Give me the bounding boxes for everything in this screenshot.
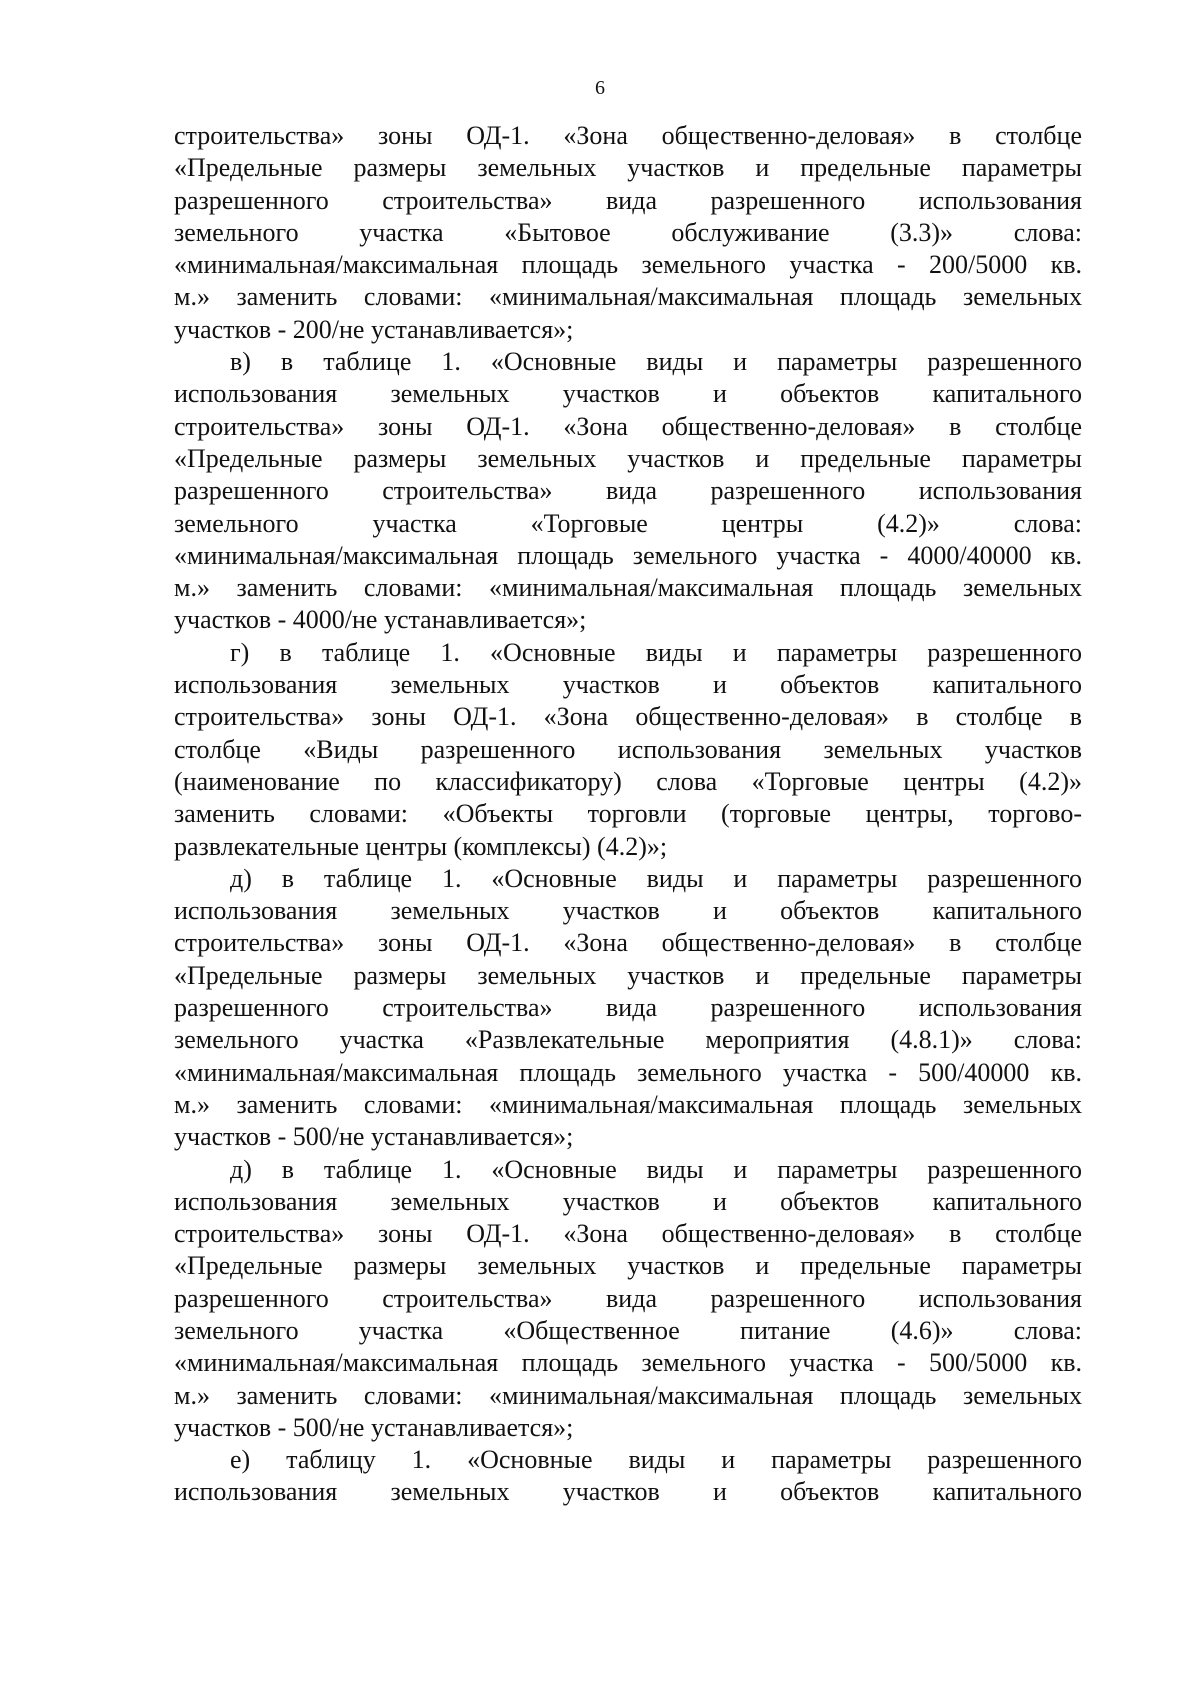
paragraph-line: «Предельные размеры земельных участков и предельные параметры — [174, 443, 1082, 473]
paragraph-line: строительства» зоны ОД-1. «Зона общественно-деловая» в столбце — [174, 121, 1082, 150]
paragraph-line: е) таблицу 1. «Основные виды и параметры разрешенного — [230, 1445, 1082, 1475]
paragraph-line: в) в таблице 1. «Основные виды и параметры разрешенного — [230, 347, 1082, 377]
paragraph-line: разрешенного строительства» вида разрешенного использования — [174, 476, 1082, 506]
document-body — [174, 120, 1082, 1509]
paragraph-line: «Предельные размеры земельных участков и предельные параметры — [174, 1251, 1082, 1281]
paragraph-line: разрешенного строительства» вида разрешенного использования — [174, 1283, 1082, 1313]
paragraph-line: использования земельных участков и объектов капитального — [174, 896, 1082, 926]
paragraph-line: м.» заменить словами: «минимальная/максимальная площадь земельных — [174, 1380, 1082, 1410]
paragraph-line: участков - 200/не устанавливается»; — [174, 314, 574, 344]
paragraph-line: строительства» зоны ОД-1. «Зона общественно-деловая» в столбце — [174, 928, 1082, 958]
paragraph-line: земельного участка «Торговые центры (4.2)» слова: — [174, 508, 1082, 538]
paragraph-line: разрешенного строительства» вида разрешенного использования — [174, 993, 1082, 1023]
paragraph — [174, 346, 1082, 637]
paragraph-line: «Предельные размеры земельных участков и предельные параметры — [174, 153, 1082, 183]
paragraph-line: (наименование по классификатору) слова «Торговые центры (4.2)» — [174, 766, 1082, 796]
paragraph-line: использования земельных участков и объектов капитального — [174, 1186, 1082, 1216]
paragraph-line: участков - 500/не устанавливается»; — [174, 1412, 574, 1442]
paragraph-line: земельного участка «Развлекательные мероприятия (4.8.1)» слова: — [174, 1025, 1082, 1055]
paragraph-line: участков - 500/не устанавливается»; — [174, 1122, 574, 1152]
paragraph-line: строительства» зоны ОД-1. «Зона общественно-деловая» в столбце — [174, 1219, 1082, 1249]
paragraph — [174, 1154, 1082, 1445]
paragraph-line: заменить словами: «Объекты торговли (торговые центры, торгово- — [174, 799, 1082, 829]
paragraph-line: участков - 4000/не устанавливается»; — [174, 605, 587, 635]
paragraph-line: столбце «Виды разрешенного использования земельных участков — [174, 734, 1082, 764]
paragraph-line: строительства» зоны ОД-1. «Зона общественно-деловая» в столбце в — [174, 702, 1082, 732]
paragraph — [174, 863, 1082, 1154]
paragraph-line: м.» заменить словами: «минимальная/максимальная площадь земельных — [174, 573, 1082, 603]
paragraph — [174, 637, 1082, 863]
paragraph-line: «минимальная/максимальная площадь земельного участка - 4000/40000 кв. — [174, 540, 1082, 570]
paragraph-line: разрешенного строительства» вида разрешенного использования — [174, 185, 1082, 215]
paragraph-line: использования земельных участков и объектов капитального — [174, 379, 1082, 409]
paragraph-line: д) в таблице 1. «Основные виды и параметры разрешенного — [230, 1154, 1082, 1184]
paragraph-line: использования земельных участков и объектов капитального — [174, 1477, 1082, 1507]
paragraph-line: «минимальная/максимальная площадь земельного участка - 500/5000 кв. — [174, 1348, 1082, 1378]
page-number: 6 — [595, 77, 605, 99]
paragraph-line: «минимальная/максимальная площадь земельного участка - 500/40000 кв. — [174, 1057, 1082, 1087]
paragraph-line: «Предельные размеры земельных участков и предельные параметры — [174, 960, 1082, 990]
paragraph-line: земельного участка «Бытовое обслуживание (3.3)» слова: — [174, 217, 1082, 247]
paragraph-line: использования земельных участков и объектов капитального — [174, 670, 1082, 700]
paragraph-line: «минимальная/максимальная площадь земельного участка - 200/5000 кв. — [174, 250, 1082, 280]
paragraph — [174, 1444, 1082, 1509]
paragraph-line: земельного участка «Общественное питание (4.6)» слова: — [174, 1315, 1082, 1345]
paragraph — [174, 120, 1082, 346]
paragraph-line: строительства» зоны ОД-1. «Зона общественно-деловая» в столбце — [174, 411, 1082, 441]
paragraph-line: развлекательные центры (комплексы) (4.2)»; — [174, 831, 668, 861]
paragraph-line: г) в таблице 1. «Основные виды и параметры разрешенного — [230, 637, 1082, 667]
paragraph-line: м.» заменить словами: «минимальная/максимальная площадь земельных — [174, 1089, 1082, 1119]
paragraph-line: д) в таблице 1. «Основные виды и параметры разрешенного — [230, 863, 1082, 893]
paragraph-line: м.» заменить словами: «минимальная/максимальная площадь земельных — [174, 282, 1082, 312]
